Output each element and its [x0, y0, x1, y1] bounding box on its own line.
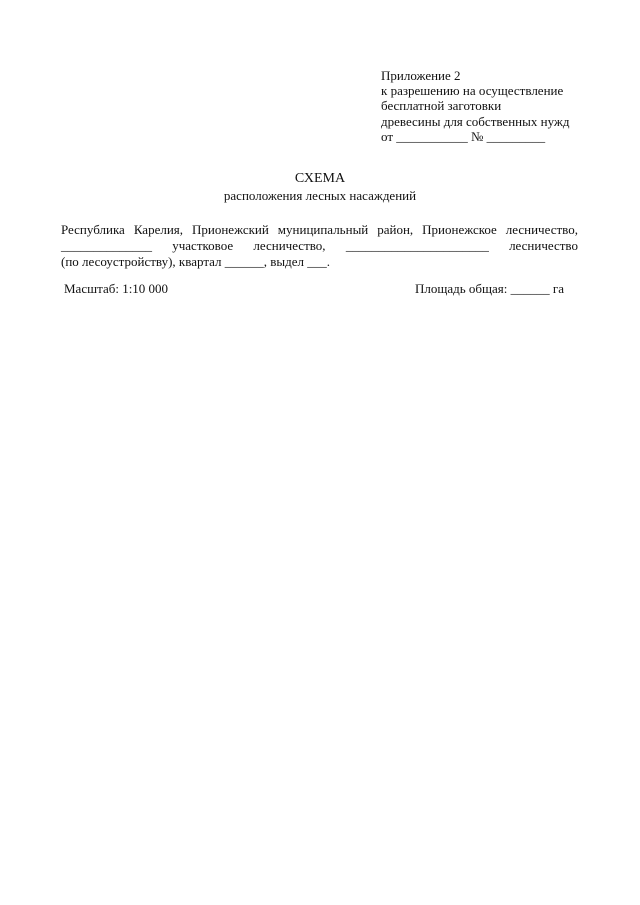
location-word: Прионежское [422, 222, 497, 237]
appendix-reference-cont: бесплатной заготовки [381, 98, 502, 114]
location-word: лесничество [509, 237, 578, 253]
location-word: Прионежский [192, 222, 269, 237]
location-word: лесничество, [253, 237, 326, 253]
title-subtitle: расположения лесных насаждений [223, 188, 417, 203]
blank-field: ______________ [61, 237, 152, 253]
location-word: лесничество, [505, 222, 578, 237]
total-area-label: Площадь общая: ______ га [414, 281, 564, 296]
location-word: участковое [172, 237, 234, 253]
location-line-2 [61, 238, 578, 254]
appendix-number: Приложение 2 [381, 68, 461, 83]
location-line-1 [61, 222, 578, 238]
appendix-header [381, 68, 570, 144]
scale-label: Масштаб: 1:10 000 [64, 281, 169, 296]
location-word: муниципальный [277, 222, 369, 237]
location-word: Карелия, [133, 222, 184, 237]
location-word: Республика [61, 222, 125, 237]
scale-area-row [64, 281, 564, 297]
location-quarter-section: (по лесоустройству), квартал ______, выдел ___. [61, 253, 331, 269]
blank-field: ______________________ [345, 237, 489, 253]
appendix-reference: к разрешению на осуществление [381, 83, 564, 99]
title-main: СХЕМА [294, 171, 346, 186]
document-title [0, 170, 640, 204]
location-paragraph [61, 222, 578, 269]
location-word: район, [377, 222, 414, 237]
location-line-3 [61, 254, 578, 270]
appendix-reference-cont2: древесины для собственных нужд [381, 113, 570, 129]
appendix-date-number: от ___________ № _________ [381, 128, 546, 144]
